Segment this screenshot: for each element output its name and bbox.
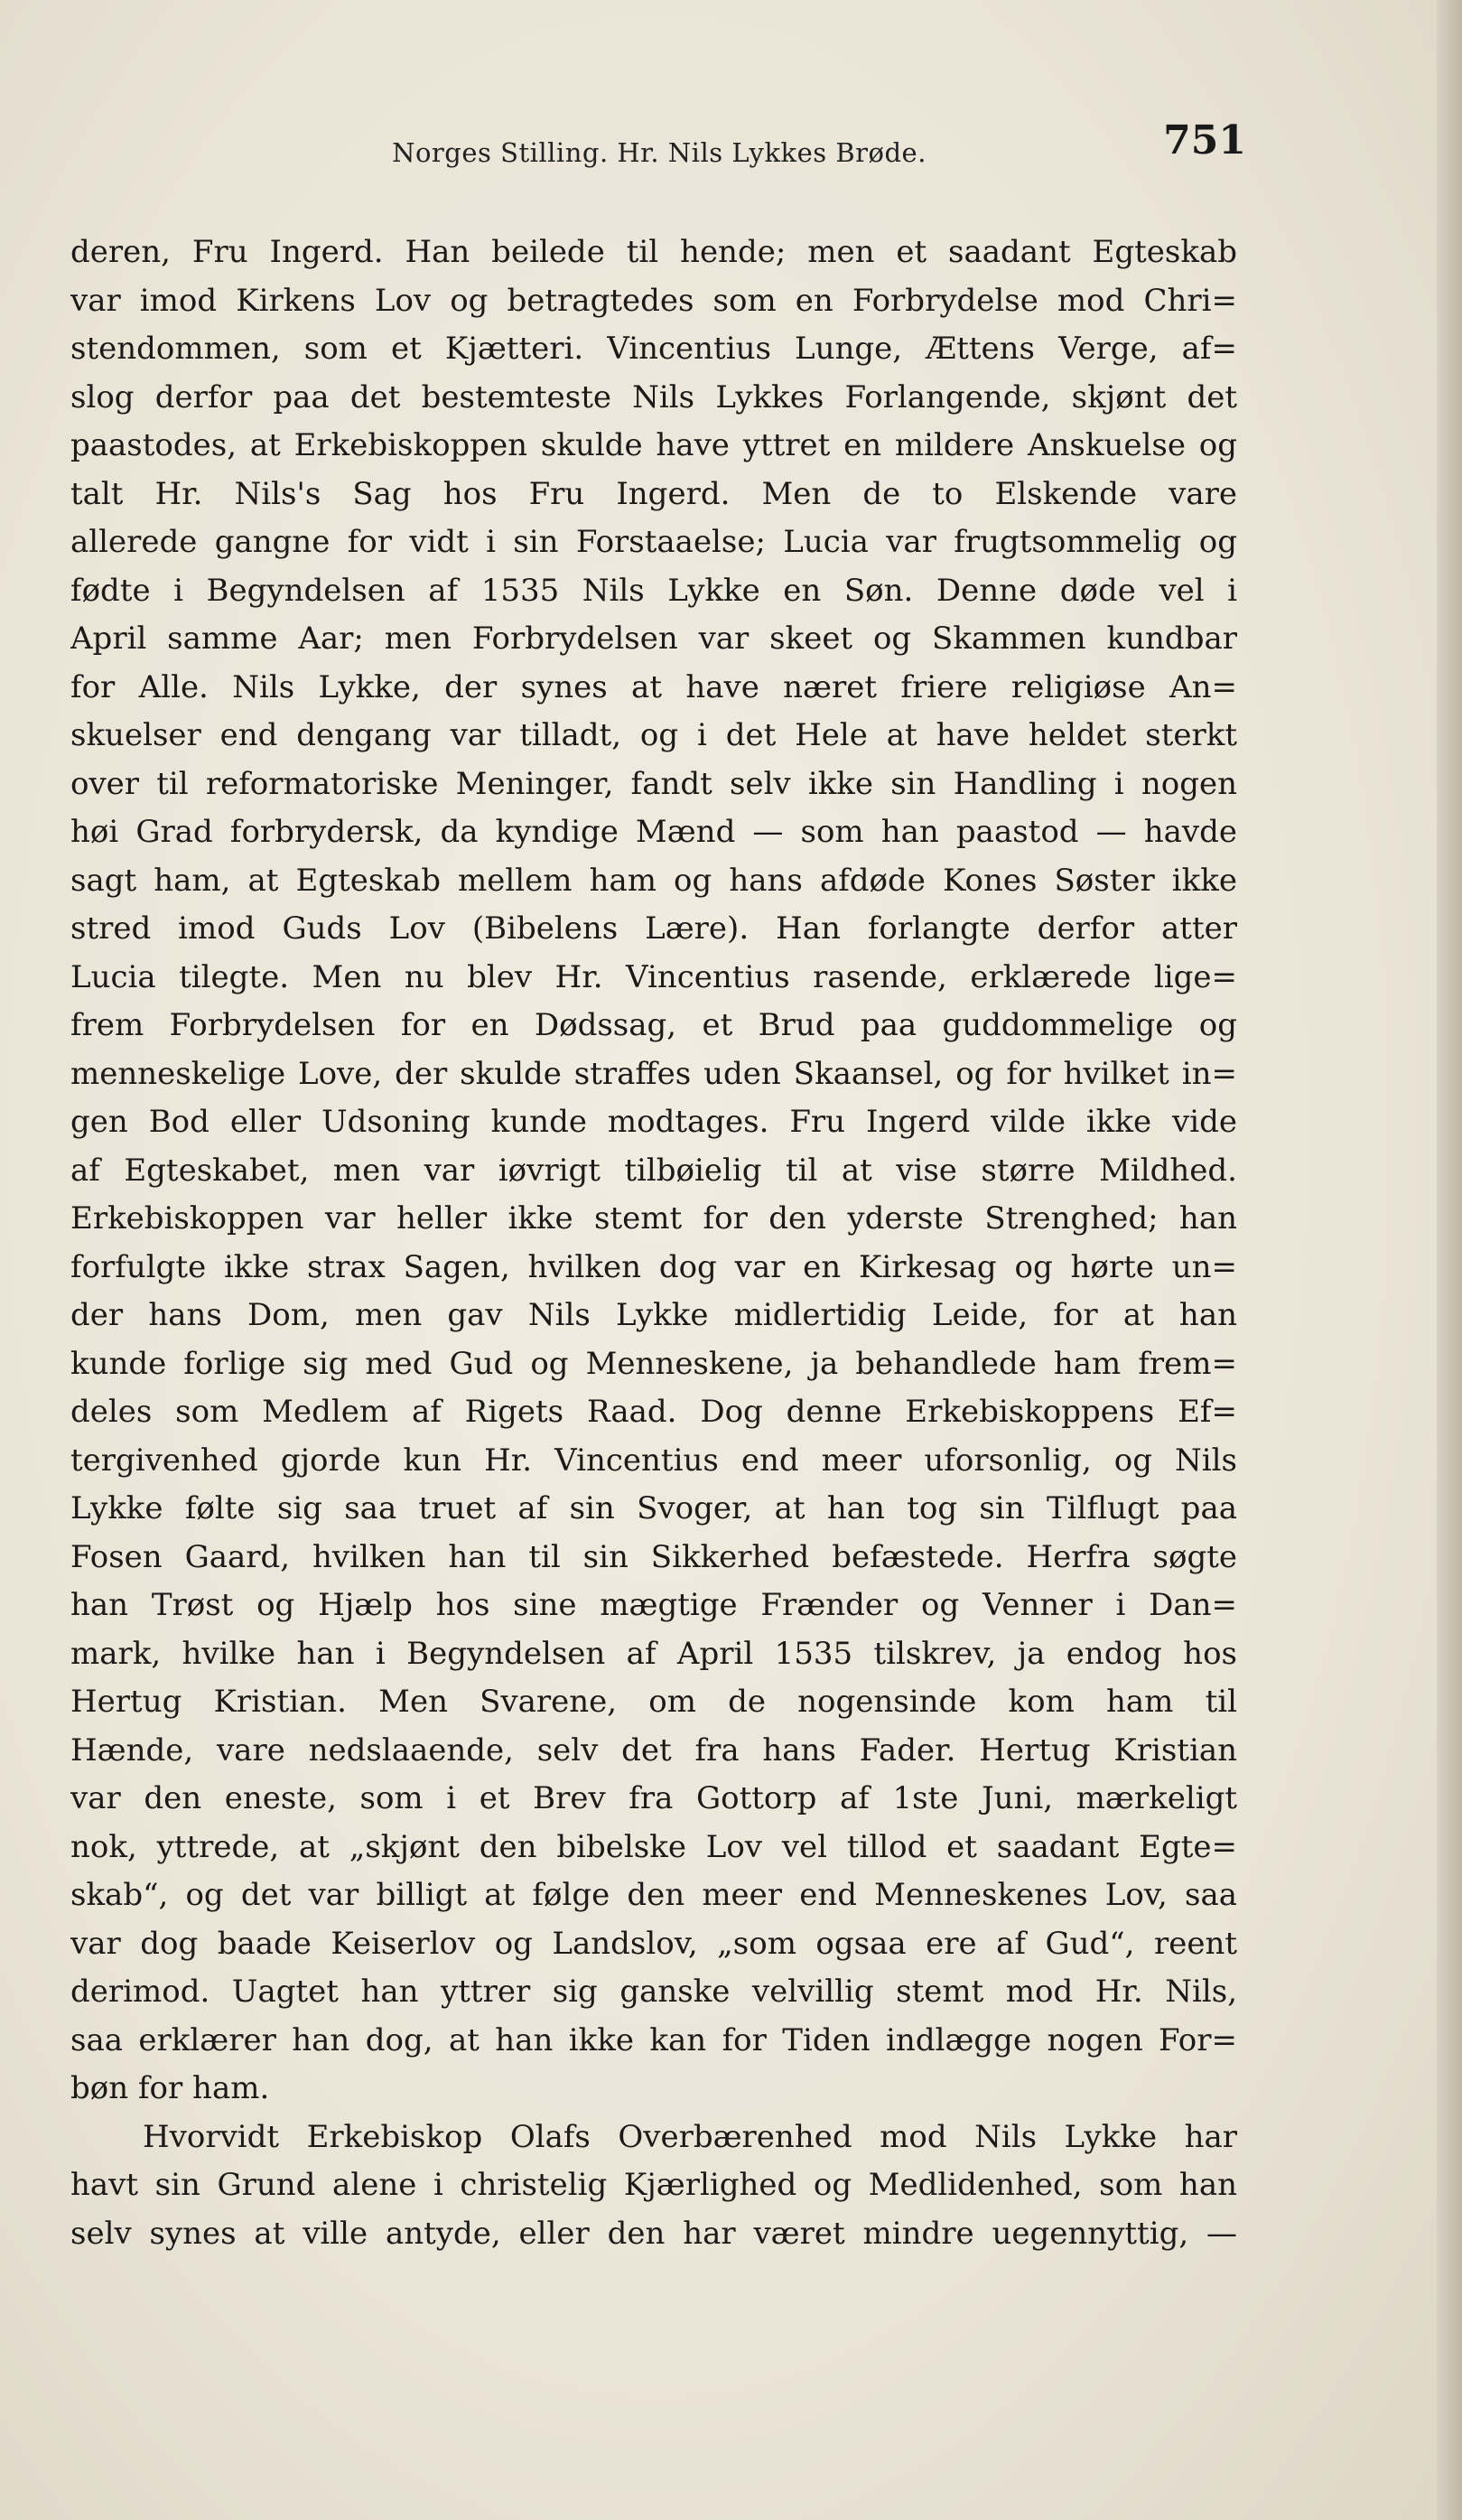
text-line: var imod Kirkens Lov og betragtedes som en Forbrydelse mod Chri= <box>70 282 1237 319</box>
text-line: nok, yttrede, at „skjønt den bibelske Lov vel tillod et saadant Egte= <box>70 1828 1237 1865</box>
body-text <box>70 229 1237 2258</box>
page-edge-shadow <box>1437 0 1462 2520</box>
text-line: stendommen, som et Kjætteri. Vincentius Lunge, Ættens Verge, af= <box>70 331 1237 367</box>
text-line: mark, hvilke han i Begyndelsen af April 1535 tilskrev, ja endog hos <box>70 1635 1237 1672</box>
text-line: talt Hr. Nils's Sag hos Fru Ingerd. Men de to Elskende vare <box>70 475 1237 512</box>
text-line: Hænde, vare nedslaaende, selv det fra hans Fader. Hertug Kristian <box>70 1731 1237 1769</box>
running-head: Norges Stilling. Hr. Nils Lykkes Brøde. <box>392 137 927 168</box>
text-line: selv synes at ville antyde, eller den har været mindre uegennyttig, — <box>70 2215 1237 2252</box>
text-line: slog derfor paa det bestemteste Nils Lykkes Forlangende, skjønt det <box>70 378 1237 415</box>
text-line: Hertug Kristian. Men Svarene, om de nogensinde kom ham til <box>70 1684 1237 1720</box>
text-line: forfulgte ikke strax Sagen, hvilken dog var en Kirkesag og hørte un= <box>70 1248 1237 1285</box>
text-line: fødte i Begyndelsen af 1535 Nils Lykke en Søn. Denne døde vel i <box>70 572 1237 609</box>
text-line: var dog baade Keiserlov og Landslov, „som ogsaa ere af Gud“, reent <box>70 1925 1237 1962</box>
text-line: høi Grad forbrydersk, da kyndige Mænd — som han paastod — havde <box>70 814 1237 850</box>
text-line: deles som Medlem af Rigets Raad. Dog denne Erkebiskoppens Ef= <box>70 1394 1237 1430</box>
page-number: 751 <box>1163 117 1246 163</box>
text-line: tergivenhed gjorde kun Hr. Vincentius end meer uforsonlig, og Nils <box>70 1442 1237 1479</box>
text-line: April samme Aar; men Forbrydelsen var skeet og Skammen kundbar <box>70 621 1237 657</box>
text-line: skab“, og det var billigt at følge den meer end Menneskenes Lov, saa <box>70 1877 1237 1913</box>
text-line: der hans Dom, men gav Nils Lykke midlertidig Leide, for at han <box>70 1297 1237 1333</box>
text-line: Fosen Gaard, hvilken han til sin Sikkerhed befæstede. Herfra søgte <box>70 1538 1237 1575</box>
text-line: derimod. Uagtet han yttrer sig ganske velvillig stemt mod Hr. Nils, <box>70 1974 1237 2010</box>
text-line: allerede gangne for vidt i sin Forstaaelse; Lucia var frugtsommelig og <box>70 524 1237 560</box>
text-line: han Trøst og Hjælp hos sine mægtige Frænder og Venner i Dan= <box>70 1587 1237 1623</box>
text-line: saa erklærer han dog, at han ikke kan for Tiden indlægge nogen For= <box>70 2021 1237 2058</box>
text-line: havt sin Grund alene i christelig Kjærlighed og Medlidenhed, som han <box>70 2167 1237 2203</box>
text-line: Lykke følte sig saa truet af sin Svoger, at han tog sin Tilflugt paa <box>70 1490 1237 1526</box>
text-line: af Egteskabet, men var iøvrigt tilbøielig til at vise større Mildhed. <box>70 1152 1237 1189</box>
text-line: Hvorvidt Erkebiskop Olafs Overbærenhed mod Nils Lykke har <box>143 2118 1237 2155</box>
text-line: Erkebiskoppen var heller ikke stemt for den yderste Strenghed; han <box>70 1200 1237 1237</box>
text-line: skuelser end dengang var tilladt, og i det Hele at have heldet sterkt <box>70 717 1237 753</box>
text-line: stred imod Guds Lov (Bibelens Lære). Han forlangte derfor atter <box>70 910 1237 947</box>
text-line: gen Bod eller Udsoning kunde modtages. Fru Ingerd vilde ikke vide <box>70 1104 1237 1140</box>
text-line: sagt ham, at Egteskab mellem ham og hans afdøde Kones Søster ikke <box>70 862 1237 899</box>
text-line: deren, Fru Ingerd. Han beilede til hende; men et saadant Egteskab <box>70 234 1237 270</box>
text-line: for Alle. Nils Lykke, der synes at have næret friere religiøse An= <box>70 668 1237 705</box>
text-line: var den eneste, som i et Brev fra Gottorp af 1ste Juni, mærkeligt <box>70 1780 1237 1816</box>
text-line: Lucia tilegte. Men nu blev Hr. Vincentius rasende, erklærede lige= <box>70 958 1237 995</box>
text-line: bøn for ham. <box>70 2070 270 2106</box>
text-line: frem Forbrydelsen for en Dødssag, et Brud paa guddommelige og <box>70 1007 1237 1043</box>
text-line: menneskelige Love, der skulde straffes uden Skaansel, og for hvilket in= <box>70 1055 1237 1092</box>
text-line: paastodes, at Erkebiskoppen skulde have yttret en mildere Anskuelse og <box>70 427 1237 463</box>
text-line: over til reformatoriske Meninger, fandt selv ikke sin Handling i nogen <box>70 765 1237 802</box>
text-line: kunde forlige sig med Gud og Menneskene, ja behandlede ham frem= <box>70 1345 1237 1382</box>
